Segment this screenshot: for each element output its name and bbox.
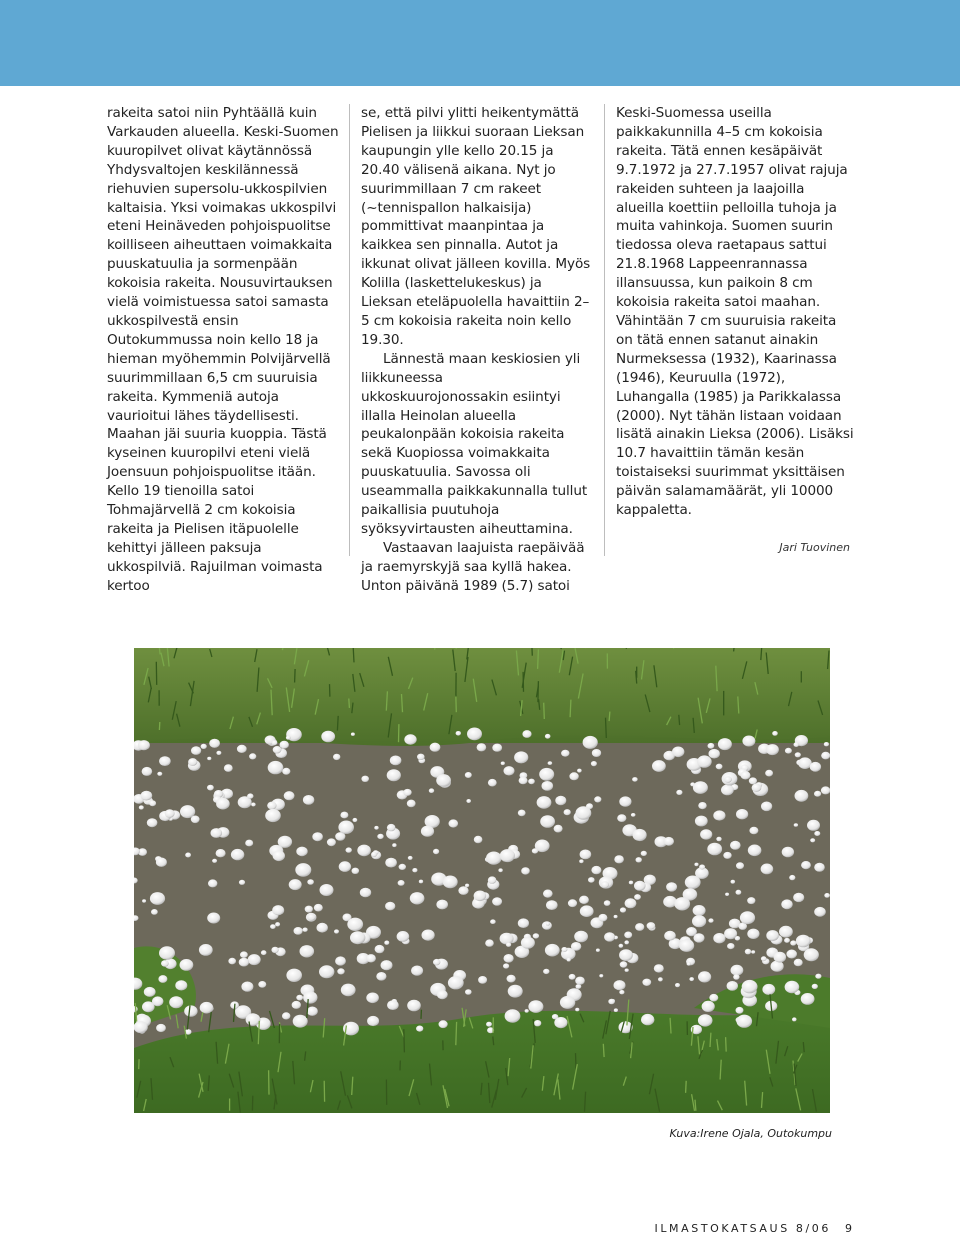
paragraph: Keski-Suomessa useilla paikkakunnilla 4–5 cm kokoisia rakeita. Tätä ennen kesäpäivät 9.7.1972 ja 27.7.1957 olivat rajuja rakeiden suhteen ja laajoilla alueilla koettiin pelloilla tuhoja ja muita vahinkoja. Suomen suurin tiedossa oleva raetapaus sattui 21.8.1968 Lappeenrannassa illansuussa, kun paikoin 8 cm kokoisia rakeita satoi maahan. Vähintään 7 cm suuruisia rakeita on tätä ennen satanut ainakin Nurmeksessa (1932), Kaarinassa (1946), Keuruulla (1972), Luhangalla (1985) ja Parikkalassa (2000). Nyt tähän listaan voidaan lisätä ainakin Lieksa (2006). Lisäksi 10.7 havaittiin tämän kesän toistaiseksi suurimmat yksittäisen päivän salamamäärät, yli 10000 kappaletta.	[616, 105, 854, 519]
text-column-1	[107, 104, 339, 596]
photo-caption: Kuva:Irene Ojala, Outokumpu	[669, 1127, 832, 1140]
hail-on-grass-image	[134, 648, 830, 1113]
page-number: 9	[845, 1222, 852, 1235]
hail-photo	[134, 648, 830, 1113]
paragraph: Lännestä maan keskiosien yli liikkuneessa ukkoskuurojonossakin esiintyi illalla Heinolan alueella peukalonpään kokoisia rakeita sekä Kuopiossa voimakkaita puuskatuulia. Savossa oli useammalla paikkakunnalla tullut paikallisia puutuhoja syöksyvirtausten aiheuttamina.	[361, 350, 588, 537]
author-signature: Jari Tuovinen	[779, 541, 850, 554]
page-footer	[560, 1222, 852, 1235]
text-column-3	[616, 104, 854, 520]
paragraph: se, että pilvi ylitti heikentymättä Pielisen ja liikkui suoraan Lieksan kaupungin ylle kello 20.15 ja 20.40 välisenä aikana. Nyt jo suurimmillaan 7 cm rakeet (~tennispallon halkaisija) pommittivat maanpintaa ja kaikkea sen pinnalla. Autot ja ikkunat olivat jälleen kovilla. Myös Kolilla (laskettelukeskus) ja Lieksan eteläpuolella havaittiin 2–5 cm kokoisia rakeita noin kello 19.30.	[361, 105, 591, 348]
paragraph: rakeita satoi niin Pyhtäällä kuin Varkauden alueella. Keski-Suomen kuuropilvet olivat käytännössä Yhdysvaltojen keskilännessä riehuvien supersolu-ukkospilvien kaltaisia. Yksi voimakas ukkospilvi eteni Heinäveden pohjoispuolitse koilliseen aiheuttaen voimakkaita puuskatuulia ja sormenpään kokoisia rakeita. Nousuvirtauksen vielä voimistuessa satoi samasta ukkospilvestä ensin Outokummussa noin kello 18 ja hieman myöhemmin Polvijärvellä suurimmillaan 6,5 cm suuruisia rakeita. Kymmeniä autoja vaurioitui lähes täydellisesti. Maahan jäi suuria kuoppia. Tästä kyseinen kuuropilvi eteni vielä Joensuun pohjoispuolitse itään. Kello 19 tienoilla satoi Tohmajärvellä 2 cm kokoisia rakeita ja Pielisen itäpuolelle kehittyi jälleen paksuja ukkospilviä. Rajuilman voimasta kertoo	[107, 105, 339, 594]
header-band	[0, 0, 960, 86]
column-divider	[349, 104, 350, 556]
paragraph: Vastaavan laajuista raepäivää ja raemyrskyjä saa kyllä hakea. Unton päivänä 1989 (5.7) satoi	[361, 539, 585, 594]
text-column-2	[361, 104, 593, 596]
publication-name: ILMASTOKATSAUS 8/06	[654, 1222, 831, 1235]
column-divider	[604, 104, 605, 556]
